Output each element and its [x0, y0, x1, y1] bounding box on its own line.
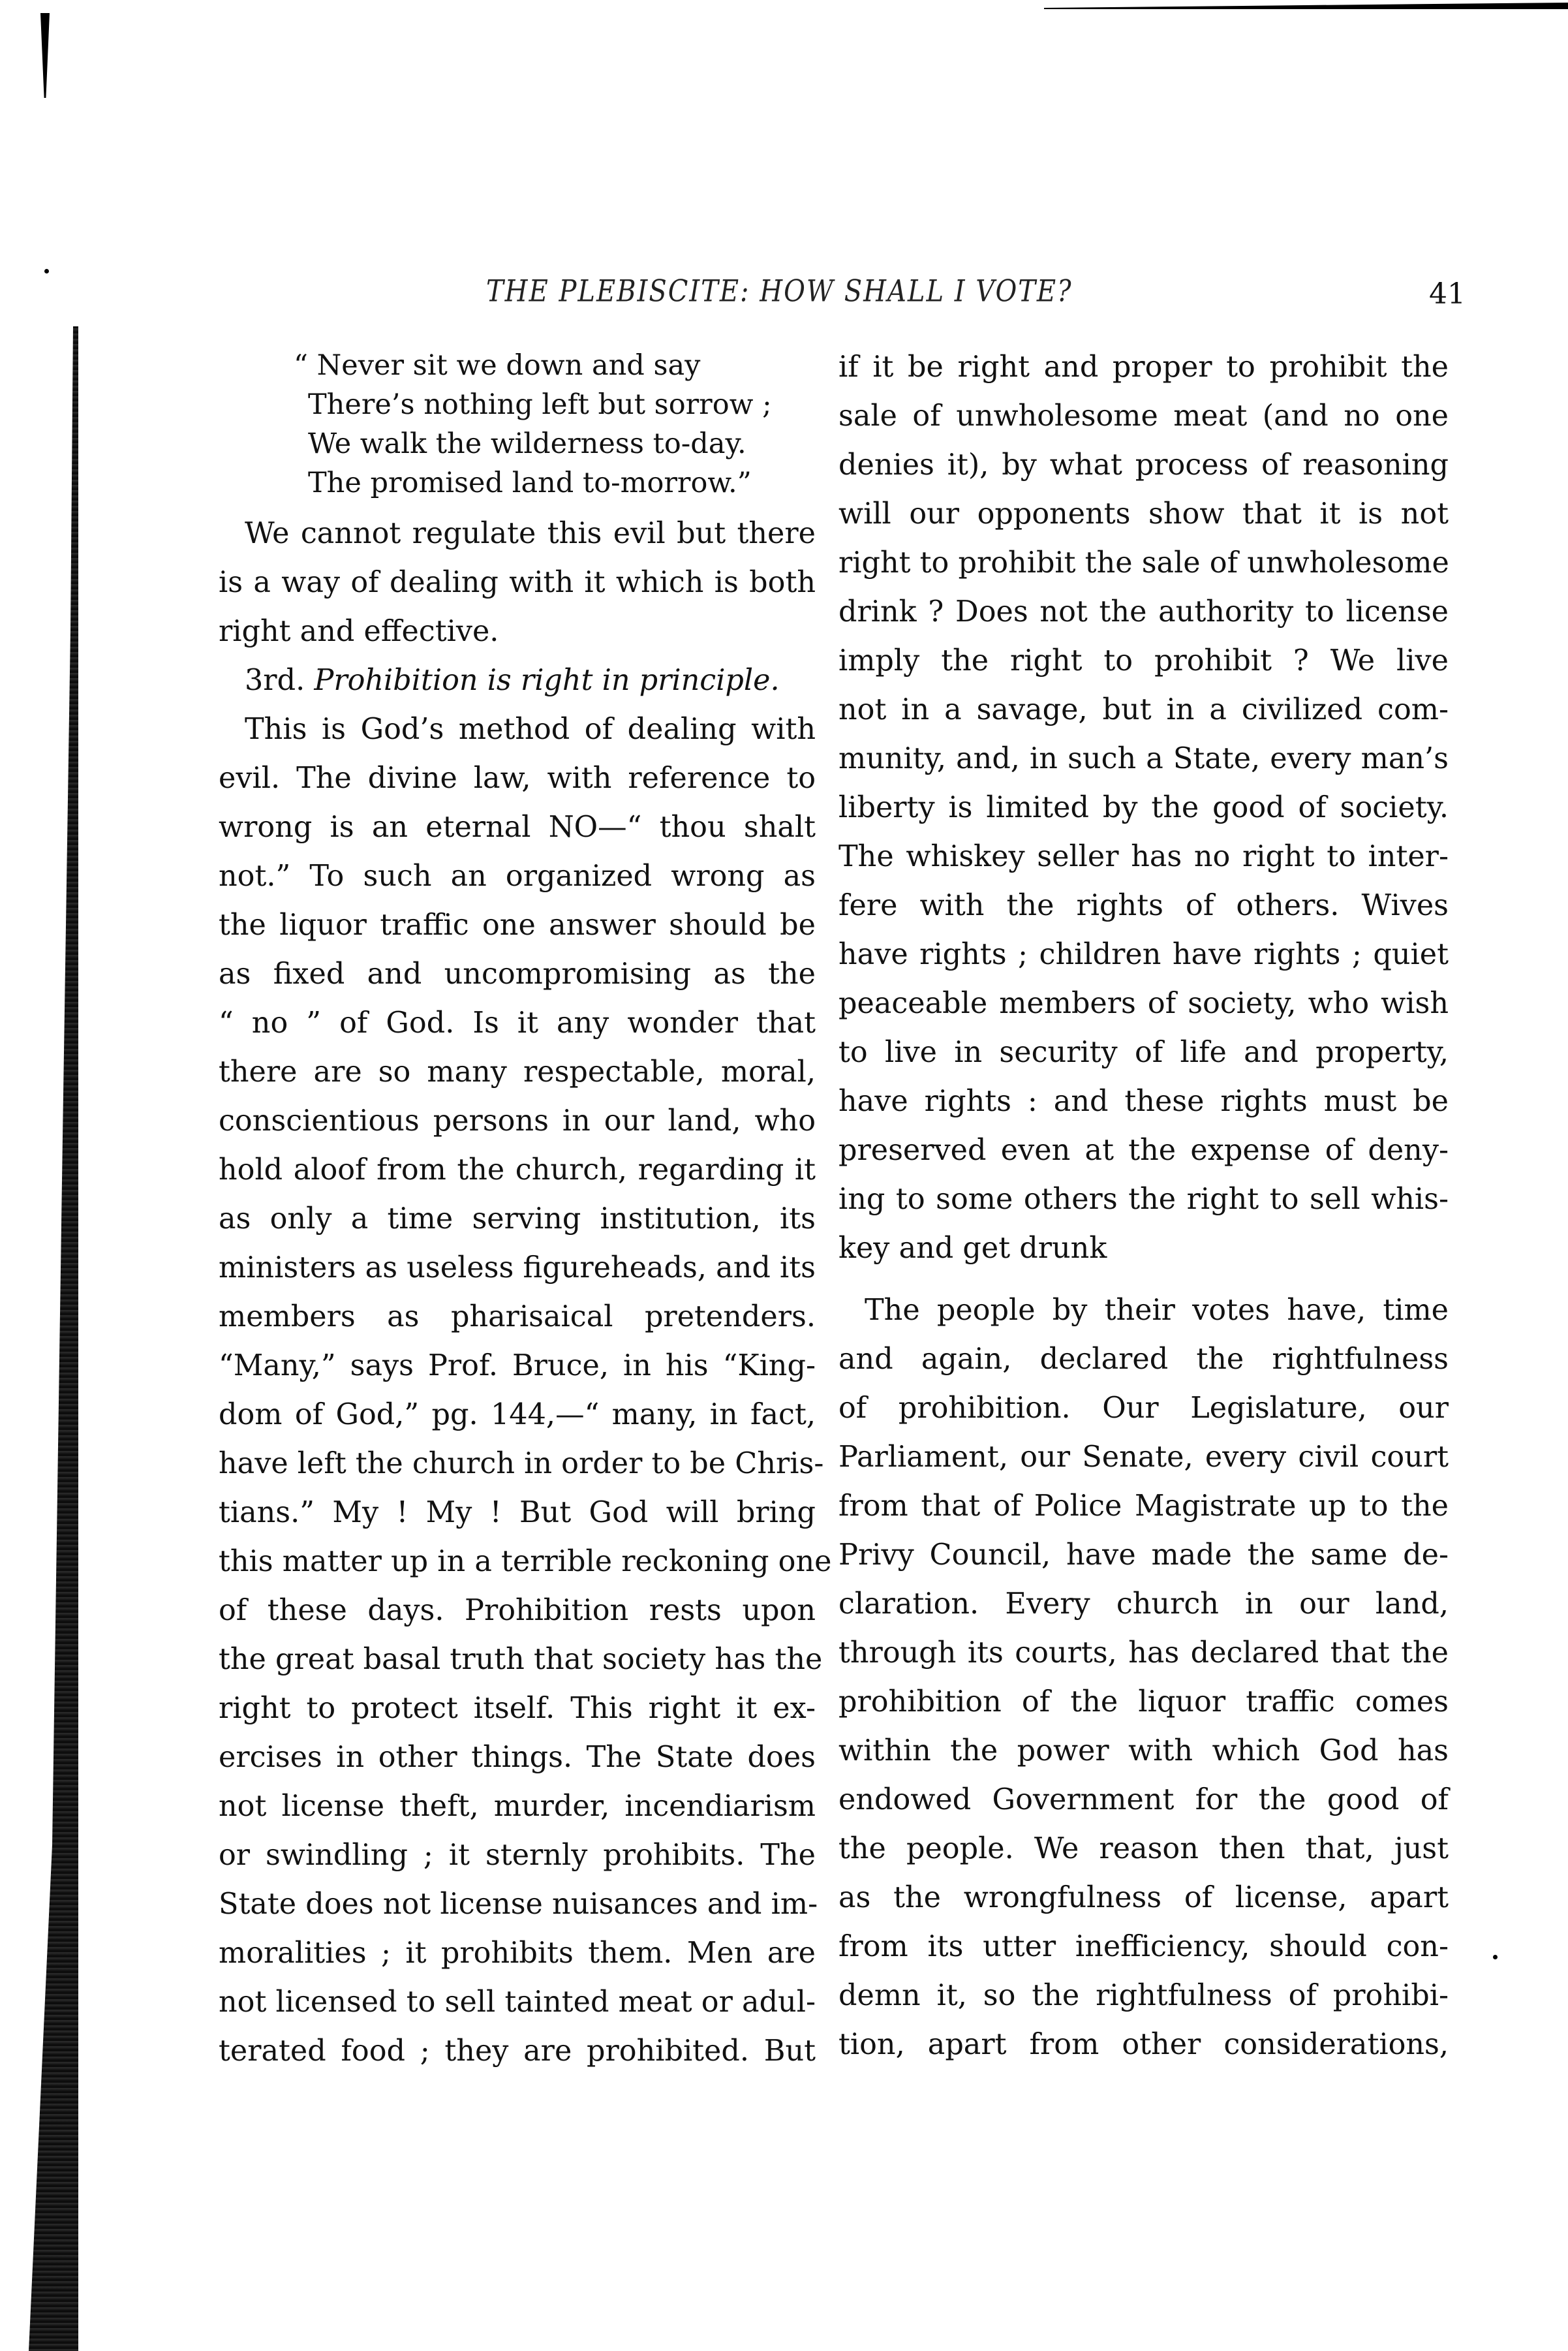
- text-line: not.” To such an organized wrong as: [219, 860, 816, 893]
- text-line: “ no ” of God. Is it any wonder that: [219, 1006, 816, 1040]
- text-line: This is God’s method of dealing with: [245, 713, 816, 746]
- text-line: Parliament, our Senate, every civil court: [838, 1440, 1449, 1474]
- text-line: endowed Government for the good of: [838, 1783, 1449, 1816]
- left-column: [219, 343, 832, 2076]
- text-line: terated food ; they are prohibited. But: [219, 2034, 816, 2068]
- text-line: hold aloof from the church, regarding it: [219, 1153, 816, 1187]
- text-line: liberty is limited by the good of society.: [838, 791, 1449, 824]
- text-line: conscientious persons in our land, who: [219, 1104, 816, 1138]
- text-line: tion, apart from other considerations,: [838, 2028, 1449, 2061]
- text-line: within the power with which God has: [838, 1734, 1449, 1767]
- text-line: The whiskey seller has no right to inter-: [838, 840, 1449, 873]
- text-line: this matter up in a terrible reckoning one: [219, 1545, 832, 1578]
- verse-line: We walk the wilderness to-day.: [308, 428, 746, 460]
- scan-spine-shadow: [26, 326, 78, 2351]
- text-line: as only a time serving institution, its: [219, 1202, 816, 1236]
- text-line: drink ? Does not the authority to license: [838, 595, 1449, 629]
- text-line: sale of unwholesome meat (and no one: [838, 399, 1449, 433]
- right-column: [838, 343, 1449, 2069]
- text-line: there are so many respectable, moral,: [219, 1055, 816, 1089]
- text-line: wrong is an eternal NO—“ thou shalt: [219, 811, 816, 844]
- text-line: of these days. Prohibition rests upon: [219, 1594, 816, 1627]
- text-line: State does not license nuisances and im-: [219, 1888, 818, 1921]
- verse-line: “ Never sit we down and say: [294, 349, 701, 382]
- text-line: have rights : and these rights must be: [838, 1085, 1449, 1118]
- text-line: ing to some others the right to sell whis-: [838, 1183, 1449, 1216]
- verse-line: There’s nothing left but sorrow ;: [308, 388, 772, 421]
- verse-line: The promised land to-morrow.”: [308, 467, 752, 499]
- paragraph-gap: [838, 1273, 1449, 1286]
- scan-speck: [44, 269, 49, 273]
- text-line: demn it, so the rightfulness of prohibi-: [838, 1979, 1449, 2012]
- text-line: will our opponents show that it is not: [838, 497, 1449, 531]
- text-line: “Many,” says Prof. Bruce, in his “King-: [219, 1349, 816, 1382]
- text-line: peaceable members of society, who wish: [838, 987, 1449, 1020]
- text-line: ercises in other things. The State does: [219, 1741, 816, 1774]
- text-line: prohibition of the liquor traffic comes: [838, 1685, 1449, 1719]
- heading-number: 3rd.: [245, 664, 305, 697]
- text-line: the people. We reason then that, just: [838, 1832, 1449, 1865]
- text-line: The people by their votes have, time: [865, 1294, 1449, 1327]
- text-line: ministers as useless figureheads, and its: [219, 1251, 816, 1284]
- text-line: preserved even at the expense of deny-: [838, 1134, 1449, 1167]
- text-line: munity, and, in such a State, every man’s: [838, 742, 1449, 775]
- text-line: to live in security of life and property,: [838, 1036, 1449, 1069]
- text-line: from its utter inefficiency, should con-: [838, 1930, 1449, 1963]
- text-line: the great basal truth that society has the: [219, 1643, 823, 1676]
- text-line: have rights ; children have rights ; quiet: [838, 938, 1449, 971]
- heading-title: Prohibition is right in principle.: [314, 664, 780, 697]
- text-line: have left the church in order to be Chris-: [219, 1447, 824, 1480]
- text-line: and again, declared the rightfulness: [838, 1343, 1449, 1376]
- scan-speck: [1493, 1955, 1498, 1959]
- text-line: or swindling ; it sternly prohibits. The: [219, 1839, 816, 1872]
- text-line: key and get drunk: [838, 1232, 1107, 1265]
- text-line: not in a savage, but in a civilized com-: [838, 693, 1449, 726]
- text-line: evil. The divine law, with reference to: [219, 762, 816, 795]
- text-line: members as pharisaical pretenders.: [219, 1300, 816, 1333]
- text-line: if it be right and proper to prohibit the: [838, 350, 1449, 384]
- text-line: fere with the rights of others. Wives: [838, 889, 1449, 922]
- section-heading: [219, 656, 816, 705]
- running-head: THE PLEBISCITE: HOW SHALL I VOTE?: [486, 274, 1073, 309]
- text-line: claration. Every church in our land,: [838, 1587, 1449, 1621]
- scan-corner-mark: [40, 13, 50, 98]
- scan-edge-rule: [1044, 3, 1568, 9]
- verse-quotation: [219, 346, 816, 503]
- text-line: of prohibition. Our Legislature, our: [838, 1392, 1449, 1425]
- text-line: moralities ; it prohibits them. Men are: [219, 1937, 816, 1970]
- text-line: not license theft, murder, incendiarism: [219, 1790, 816, 1823]
- paragraph: [838, 1286, 1449, 2069]
- text-line: through its courts, has declared that the: [838, 1636, 1449, 1670]
- paragraph: [838, 343, 1449, 1273]
- text-line: is a way of dealing with it which is both: [219, 566, 816, 599]
- text-line: denies it), by what process of reasoning: [838, 448, 1449, 482]
- page-number: 41: [1429, 277, 1466, 311]
- text-line: right to protect itself. This right it ex-: [219, 1692, 816, 1725]
- text-line: imply the right to prohibit ? We live: [838, 644, 1449, 677]
- text-line: right to prohibit the sale of unwholesome: [838, 546, 1449, 580]
- text-line: as the wrongfulness of license, apart: [838, 1881, 1449, 1914]
- text-line: as fixed and uncompromising as the: [219, 958, 816, 991]
- paragraph: [219, 705, 832, 2076]
- text-line: dom of God,” pg. 144,—“ many, in fact,: [219, 1398, 816, 1431]
- text-line: Privy Council, have made the same de-: [838, 1538, 1449, 1572]
- text-line: tians.” My ! My ! But God will bring: [219, 1496, 816, 1529]
- paragraph: [219, 509, 816, 656]
- text-line: from that of Police Magistrate up to the: [838, 1489, 1449, 1523]
- text-line: not licensed to sell tainted meat or adul-: [219, 1985, 816, 2019]
- text-line: We cannot regulate this evil but there: [245, 517, 816, 550]
- text-line: the liquor traffic one answer should be: [219, 909, 816, 942]
- text-line: right and effective.: [219, 615, 499, 648]
